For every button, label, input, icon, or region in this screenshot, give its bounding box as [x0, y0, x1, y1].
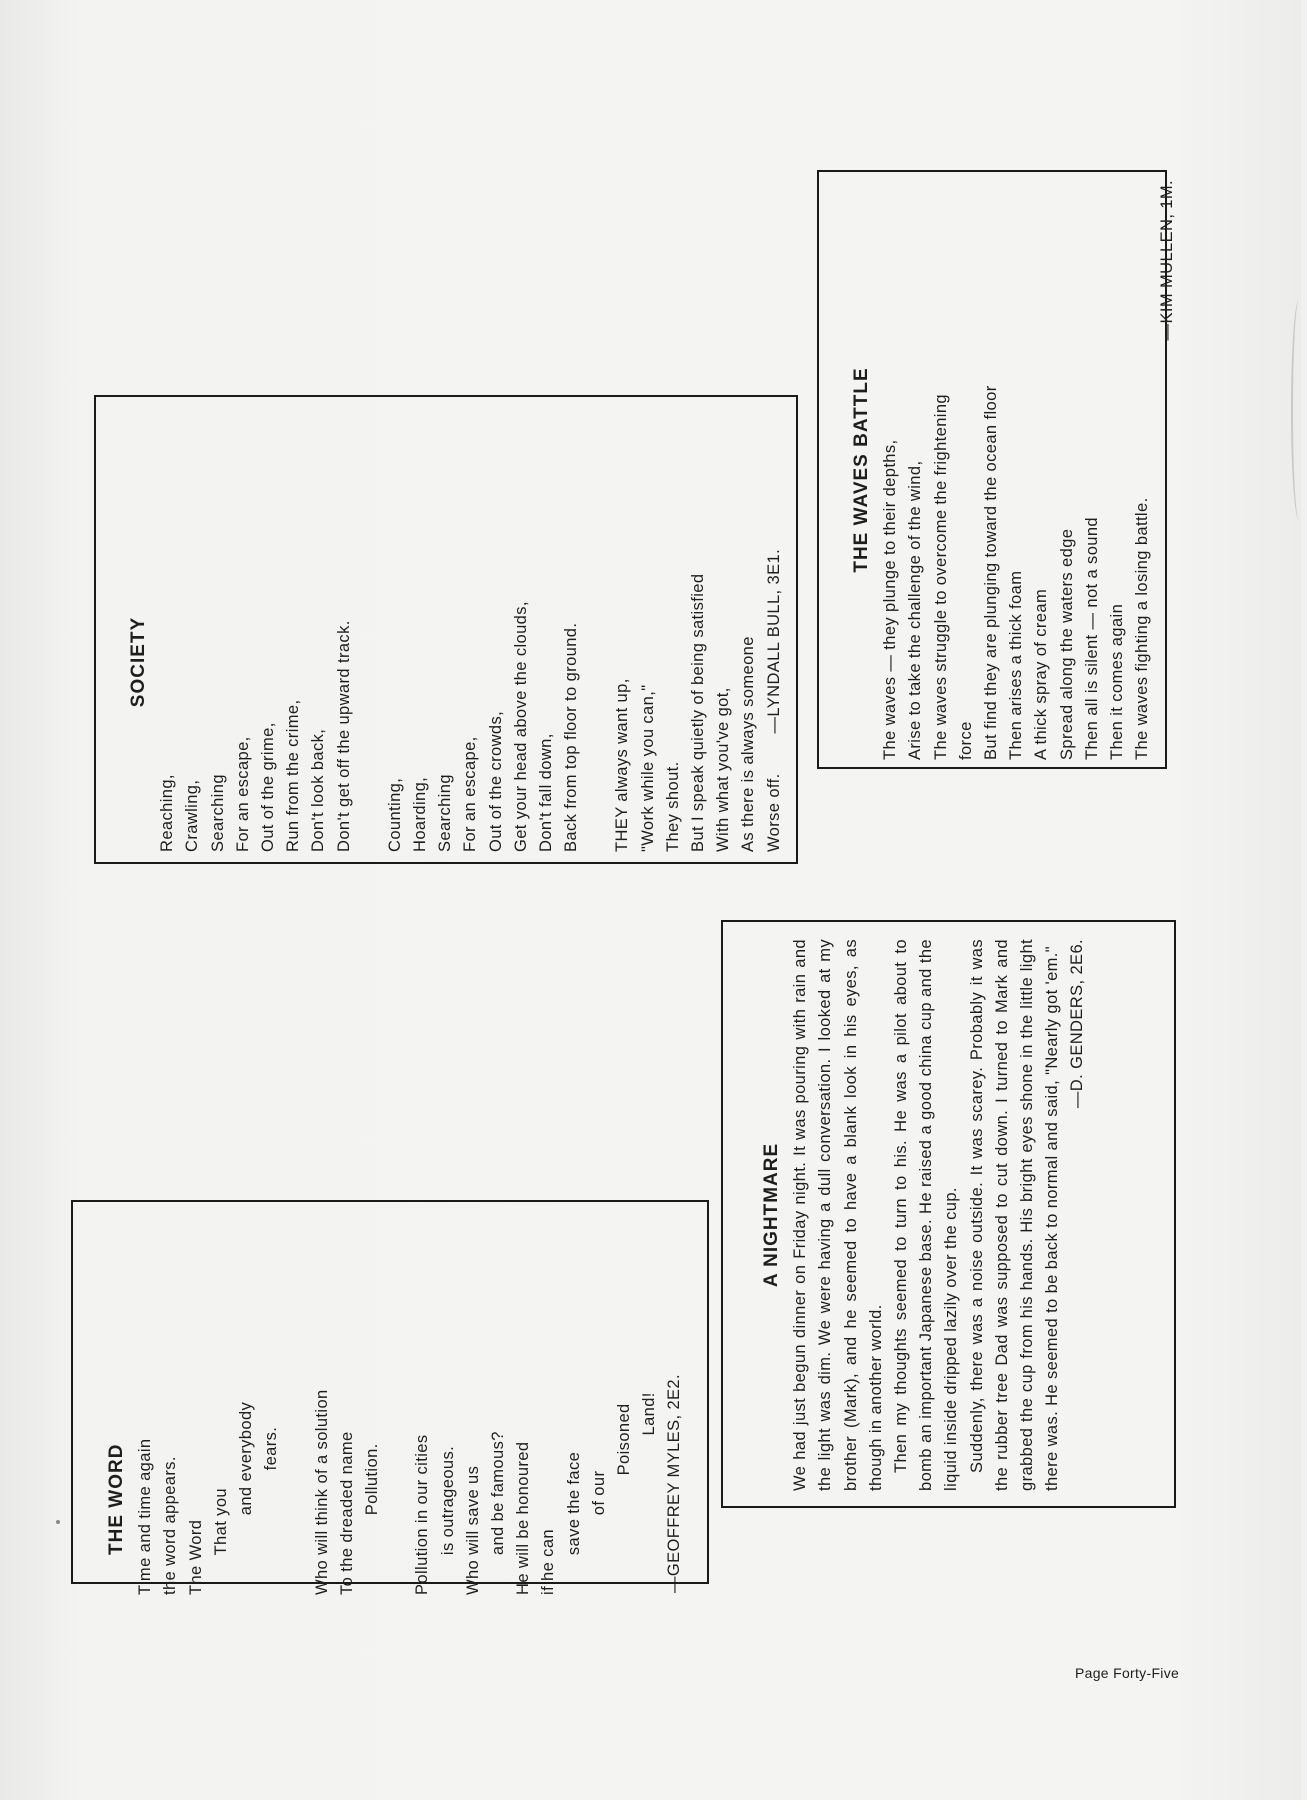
poem-title: SOCIETY — [128, 616, 149, 708]
poem-line: if he can — [539, 1529, 558, 1595]
poem-line: Back from top floor to ground. — [562, 622, 581, 852]
poem-line: The waves — they plunge to their depths, — [881, 439, 900, 760]
poem-line: Then it comes again — [1108, 603, 1127, 760]
poem-stanza — [610, 412, 761, 852]
story-paragraph: We had just begun dinner on Friday night. It was pouring with rain and the light was dim. We were having a dull conversation. I looked at my brother (Mark), and he seemed to have a blank look in his eyes, as though in another world. — [791, 939, 885, 1491]
story-nightmare-box — [721, 920, 1176, 1508]
poem-line: As there is always someone — [739, 636, 758, 852]
poem-line: He will be honoured — [514, 1441, 533, 1595]
poem-line: A thick spray of cream — [1032, 588, 1051, 760]
poem-the-word — [104, 1215, 688, 1595]
poem-line: Who will save us — [463, 1465, 482, 1595]
poem-lines — [878, 180, 1155, 760]
poem-line: force — [956, 721, 975, 760]
poem-line: Searching — [208, 774, 227, 852]
poem-lines — [133, 1215, 662, 1595]
poem-line: Out of the grime, — [259, 722, 278, 852]
poem-line: The waves fighting a losing battle. — [1133, 497, 1152, 760]
poem-society-box — [94, 395, 798, 864]
poem-line: But find they are plunging toward the ocean floor — [982, 385, 1001, 760]
poem-line: Spread along the waters edge — [1057, 528, 1076, 760]
poem-line: the word appears. — [161, 1456, 180, 1595]
poem-author: —KIM MULLEN, 1M. — [1158, 180, 1177, 341]
speck — [56, 1520, 60, 1524]
poem-line: But I speak quietly of being satisfied — [689, 573, 708, 852]
poem-line: That you — [211, 1488, 230, 1595]
poem-line: and be famous? — [489, 1431, 508, 1595]
poem-line: Time and time again — [136, 1438, 155, 1595]
poem-line: Counting, — [385, 777, 404, 852]
poem-line — [762, 412, 787, 852]
poem-line: "Work while you can," — [638, 684, 657, 852]
poem-line: Then arises a thick foam — [1007, 570, 1026, 760]
story-author: —D. GENDERS, 2E6. — [1068, 939, 1087, 1109]
poem-line: Who will think of a solution — [312, 1389, 331, 1595]
poem-line: The waves struggle to overcome the frightening — [931, 393, 950, 760]
poem-line: Pollution in our cities — [413, 1434, 432, 1595]
poem-line: Searching — [436, 774, 455, 852]
poem-line: For an escape, — [461, 736, 480, 852]
poem-line: of our — [589, 1470, 608, 1595]
poem-title: THE WAVES BATTLE — [851, 367, 872, 573]
poem-author: —GEOFFREY MYLES, 2E2. — [665, 1374, 684, 1593]
poem-line: To the dreaded name — [337, 1431, 356, 1595]
poem-last-line: Worse off. — [764, 773, 783, 852]
story-nightmare — [759, 939, 1091, 1491]
poem-line: Crawling, — [183, 779, 202, 852]
poem-line: Out of the crowds, — [486, 710, 505, 852]
poem-line: The Word — [186, 1519, 205, 1595]
story-paragraph: Suddenly, there was a noise outside. It was scarey. Probably it was the rubber tree Dad was supposed to cut down. I turned to Mark and grabbed the cup from his hands. His bright eyes shone in the little light there was. He seemed to be back to normal and said, "Nearly got 'em." — [967, 939, 1062, 1491]
poem-line: Reaching, — [158, 774, 177, 852]
poem-line: and everybody — [237, 1401, 256, 1595]
poem-line: Hoarding, — [411, 776, 430, 852]
poem-line: Get your head above the clouds, — [511, 601, 530, 852]
poem-stanza — [155, 412, 357, 852]
poem-line: Then all is silent — not a sound — [1082, 516, 1101, 760]
poem-line: For an escape, — [233, 736, 252, 852]
poem-line: Don't get off the upward track. — [334, 620, 353, 852]
poem-line: fears. — [262, 1426, 281, 1595]
poem-line: save the face — [564, 1451, 583, 1595]
poem-line: Arise to take the challenge of the wind, — [906, 460, 925, 760]
poem-waves-battle-box — [817, 170, 1177, 769]
poem-line: With what you've got, — [714, 687, 733, 852]
poem-waves-battle — [849, 180, 1181, 760]
poem-line: is outrageous. — [438, 1445, 457, 1595]
poem-stanza — [383, 412, 585, 852]
poem-line: Don't fall down, — [537, 733, 556, 852]
poem-line: Land! — [640, 1392, 659, 1595]
poem-society — [126, 412, 787, 852]
poem-line: Pollution. — [363, 1443, 382, 1595]
poem-line: THEY always want up, — [613, 678, 632, 852]
poem-line: Don't look back, — [309, 728, 328, 852]
poem-line — [385, 1215, 410, 1595]
page-edge-curl — [1291, 300, 1307, 520]
page-number: Page Forty-Five — [1075, 1665, 1180, 1681]
poem-line — [284, 1215, 309, 1595]
poem-title: THE WORD — [106, 1443, 127, 1555]
story-title: A NIGHTMARE — [761, 1142, 782, 1288]
poem-line: Poisoned — [615, 1403, 634, 1595]
story-paragraph: Then my thoughts seemed to turn to his. He was a pilot about to bomb an important Japanese base. He raised a good china cup and the liquid inside dripped lazily over the cup. — [892, 939, 961, 1491]
poem-the-word-box — [71, 1200, 709, 1595]
poem-line: Run from the crime, — [284, 699, 303, 852]
poem-line: They shout. — [663, 761, 682, 852]
poem-author: —LYNDALL BULL, 3E1. — [764, 548, 783, 734]
